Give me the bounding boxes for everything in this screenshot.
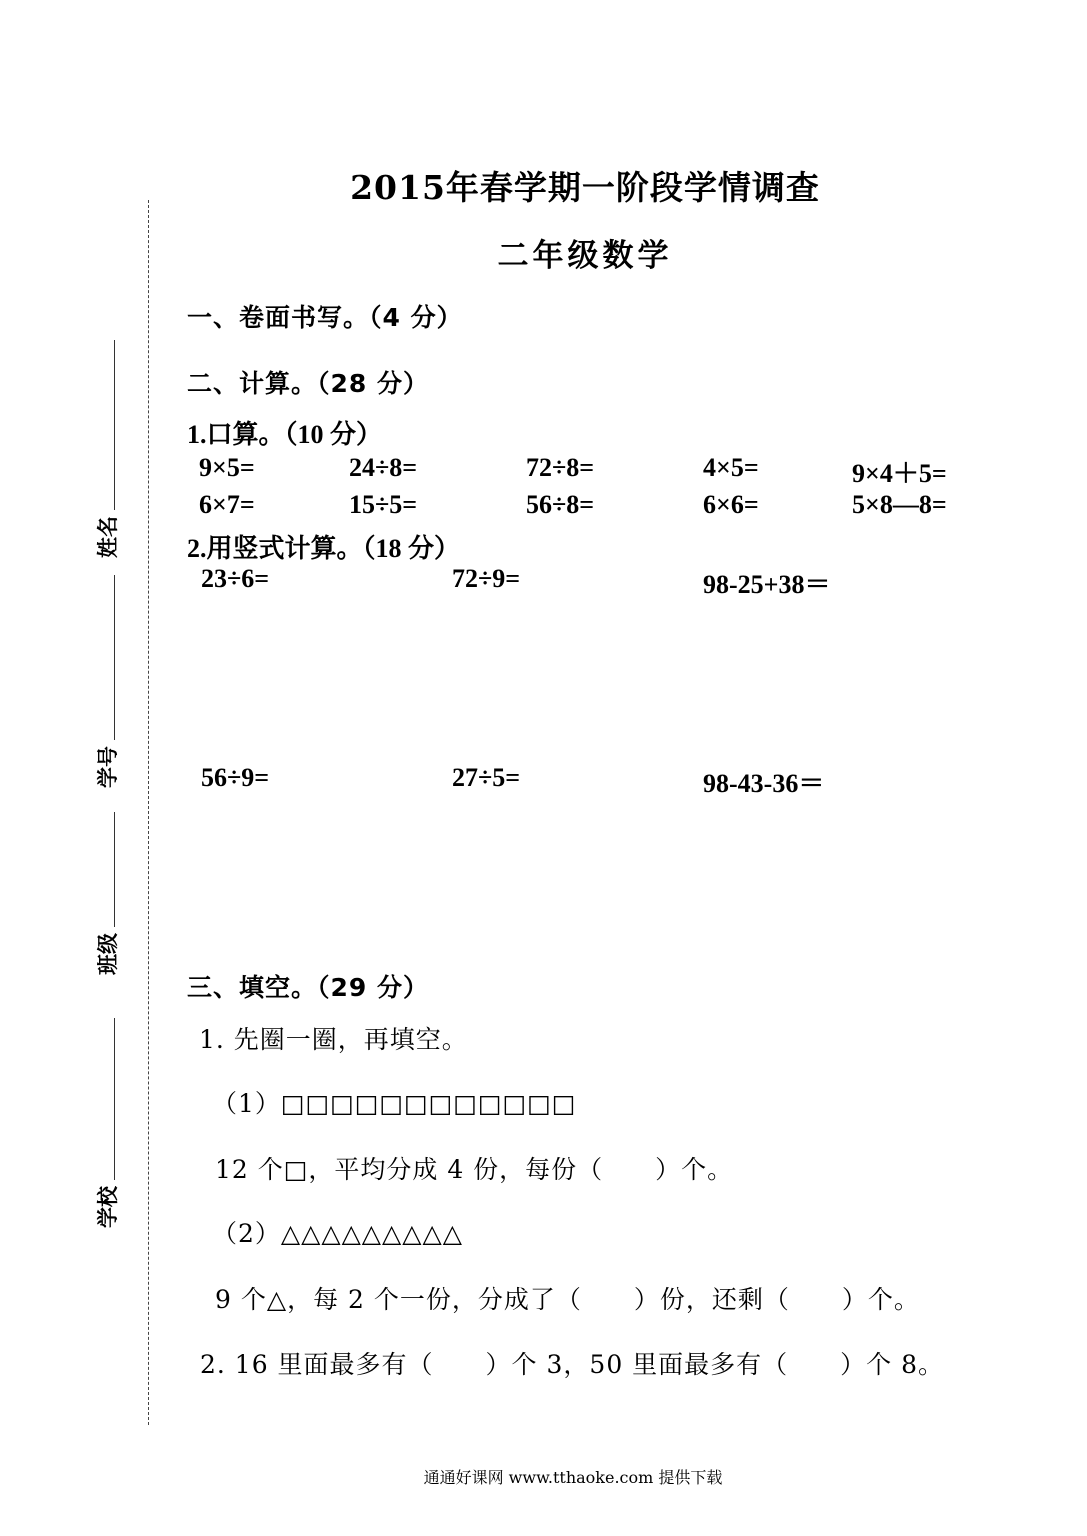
vertical-expr: 72÷9= [452,564,521,593]
class-field-line [114,812,115,927]
vertical-calc-heading: 2.用竖式计算。（18 分） [187,534,461,563]
section1-heading: 一、卷面书写。（4 分） [187,303,463,332]
fill-q2: 2. 16 里面最多有（ ）个 3，50 里面最多有（ ）个 8。 [200,1350,945,1379]
oral-expr: 15÷5= [349,490,418,519]
vertical-expr: 56÷9= [201,763,270,792]
class-label: 班级 [96,933,120,975]
section3-heading: 三、填空。（29 分） [187,973,429,1002]
vertical-expr: 98-43-36＝ [703,769,825,798]
binding-dashed-line [148,200,149,1425]
oral-expr: 56÷8= [526,490,595,519]
vertical-expr: 23÷6= [201,564,270,593]
document-subtitle: 二年级数学 [497,238,673,274]
footer-text: 通通好课网 www.tthaoke.com 提供下载 [423,1468,723,1487]
school-field-line [114,1018,115,1180]
oral-expr: 6×7= [199,490,255,519]
name-label: 姓名 [96,516,120,558]
oral-expr: 72÷8= [526,453,595,482]
oral-expr: 4×5= [703,453,759,482]
fill-q1: 1. 先圈一圈，再填空。 [199,1025,468,1054]
number-label: 学号 [96,746,120,788]
oral-expr: 6×6= [703,490,759,519]
vertical-expr: 98-25+38＝ [703,570,831,599]
oral-expr: 9×5= [199,453,255,482]
fill-q1-2-text: 9 个△，每 2 个一份，分成了（ ）份，还剩（ ）个。 [215,1285,920,1314]
vertical-expr: 27÷5= [452,763,521,792]
fill-q1-1-text: 12 个□，平均分成 4 份，每份（ ）个。 [215,1155,734,1184]
fill-q1-1-shapes: （1）□□□□□□□□□□□□ [212,1089,577,1118]
school-label: 学校 [96,1186,120,1228]
oral-expr: 9×4＋5= [852,459,947,488]
oral-expr: 24÷8= [349,453,418,482]
section2-heading: 二、计算。（28 分） [187,369,429,398]
document-title: 2015年春学期一阶段学情调查 [350,168,820,207]
number-field-line [114,575,115,740]
name-field-line [114,340,115,510]
fill-q1-2-shapes: （2）△△△△△△△△△ [212,1219,463,1248]
oral-expr: 5×8—8= [852,490,947,519]
oral-calc-heading: 1.口算。（10 分） [187,420,383,449]
